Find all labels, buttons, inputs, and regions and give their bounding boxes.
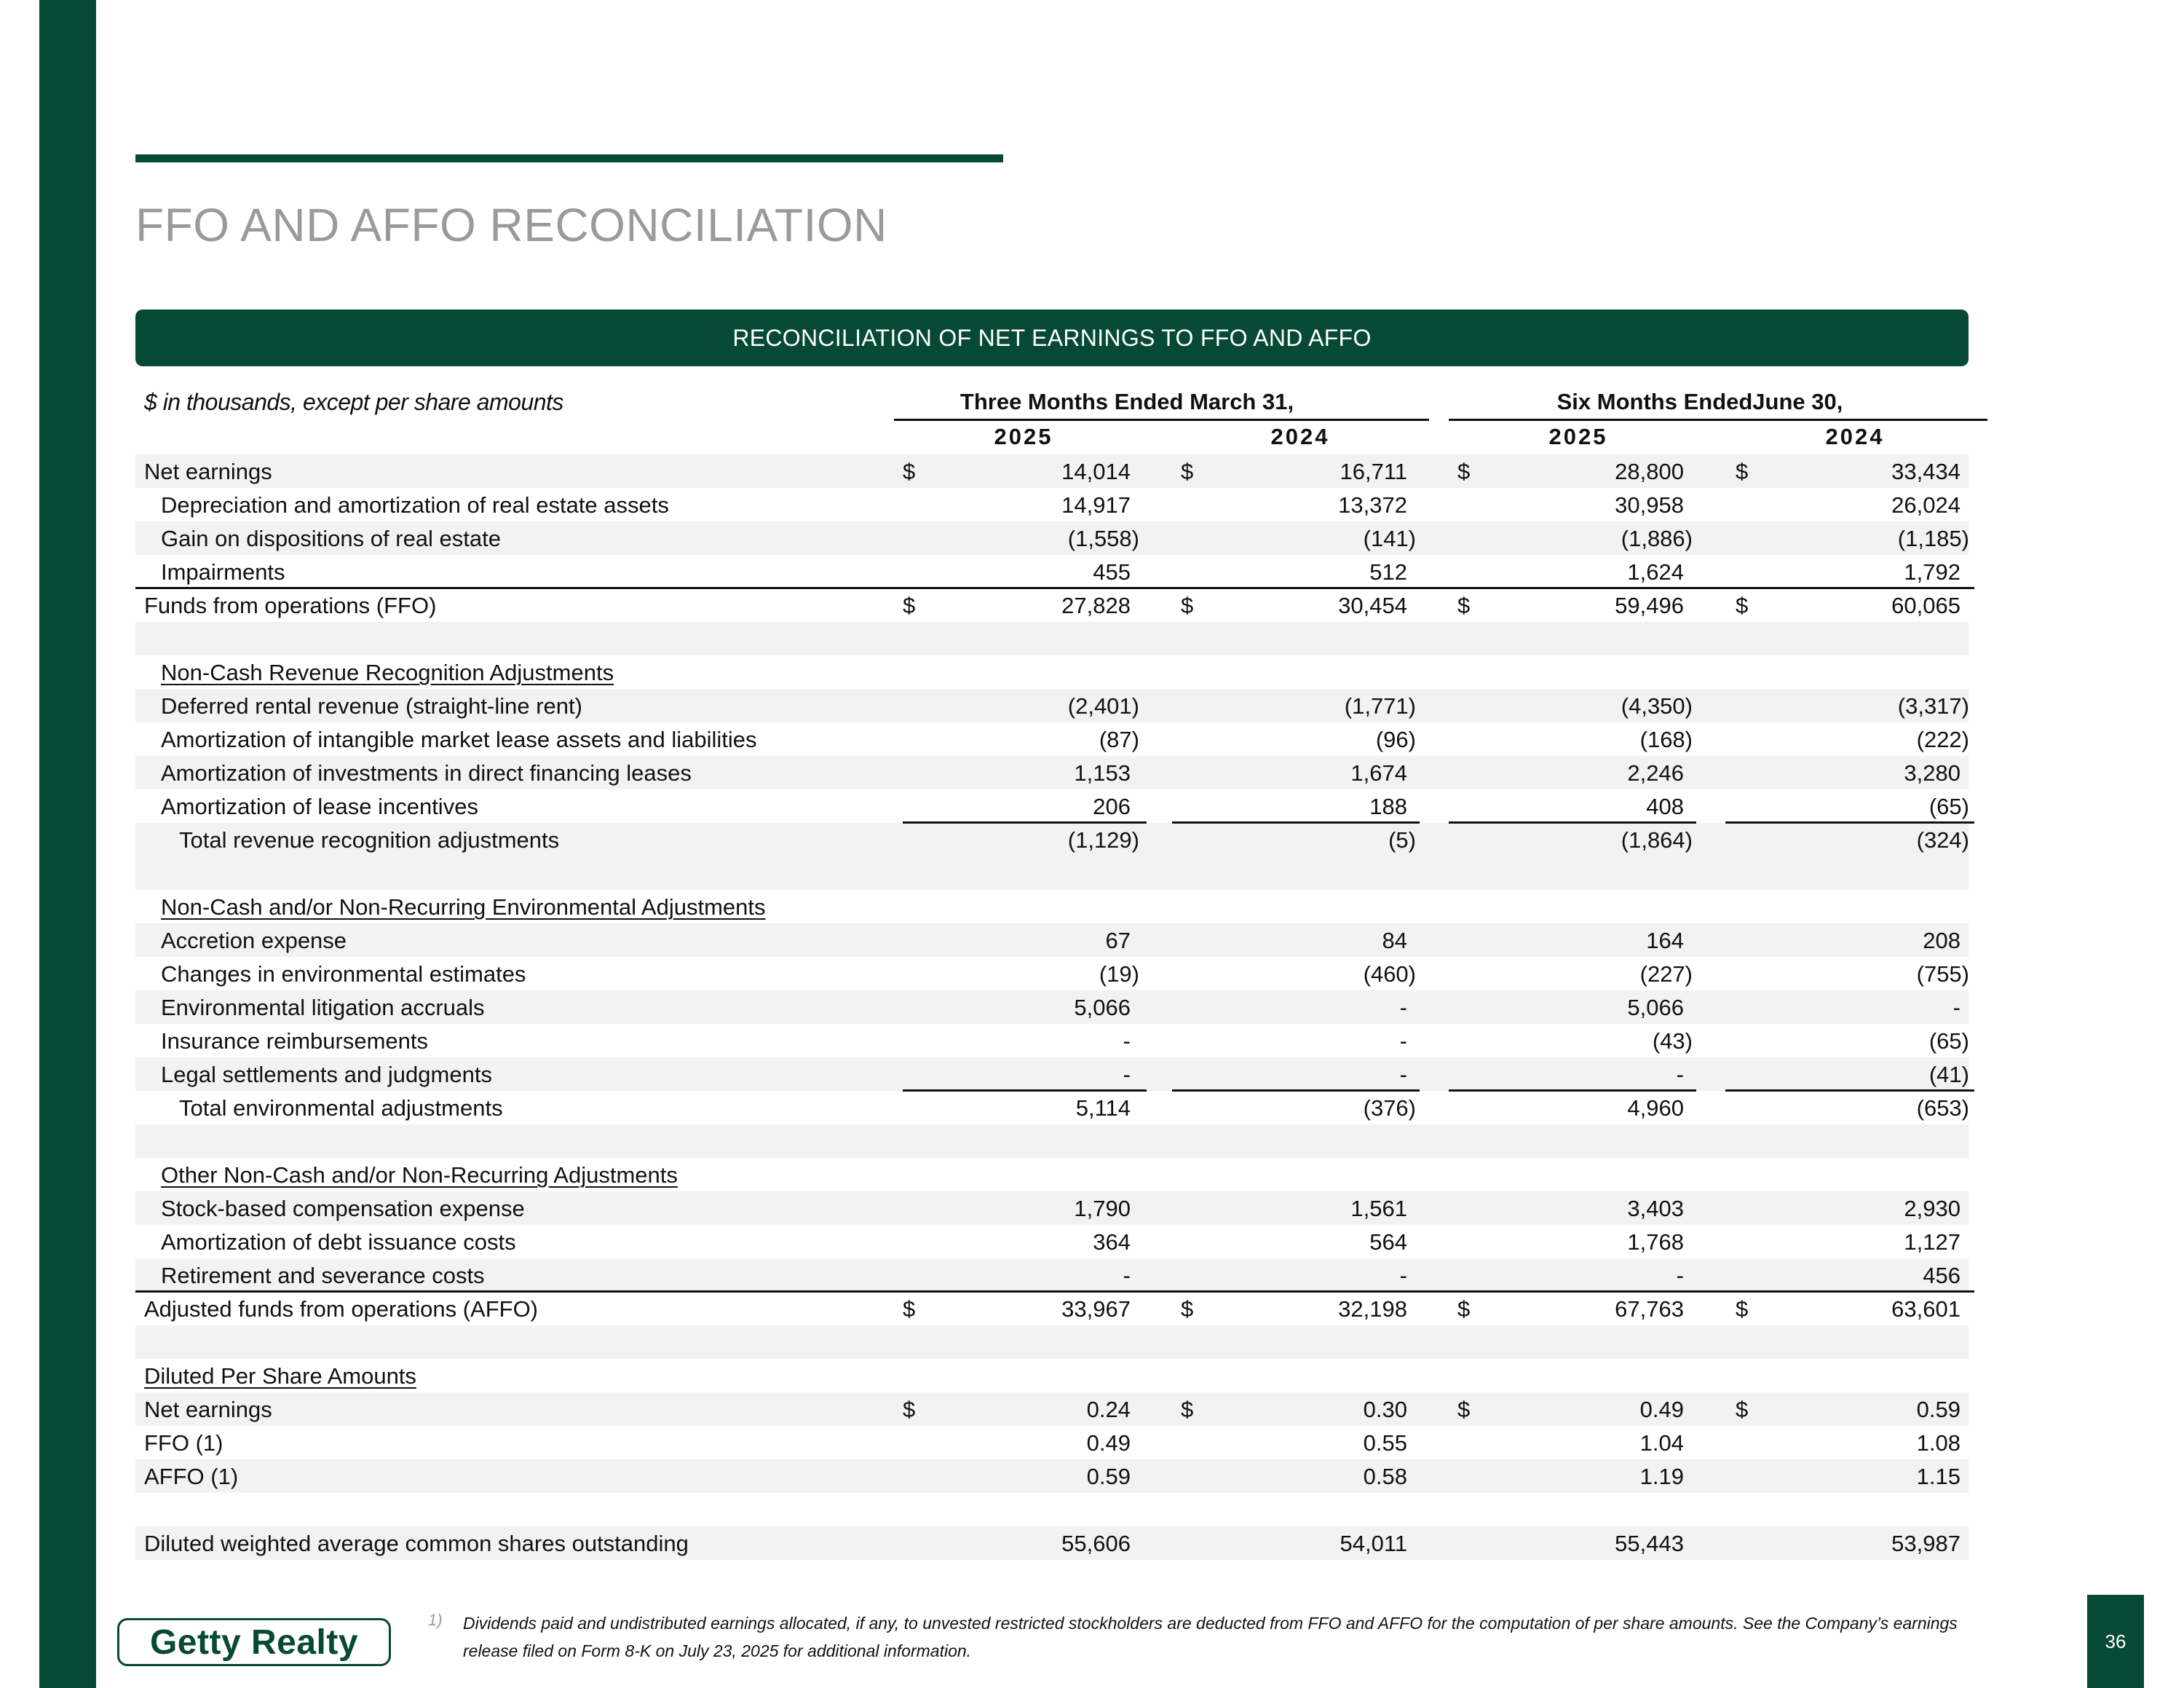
currency-symbol: $	[1457, 459, 1471, 484]
value-cell: 4,960	[1627, 1095, 1684, 1121]
value-cell: (376)	[1363, 1095, 1416, 1121]
value-cell: 1,792	[1904, 559, 1961, 585]
value-cell: -	[1676, 1263, 1684, 1288]
value-cell: 1,561	[1350, 1196, 1407, 1221]
table-row	[135, 454, 1969, 488]
value-cell: 1,790	[1074, 1196, 1131, 1221]
currency-symbol: $	[1736, 1296, 1749, 1322]
value-cell: 188	[1369, 794, 1407, 819]
table-row	[135, 823, 1969, 856]
value-cell: 55,443	[1615, 1531, 1684, 1556]
value-cell: (4,350)	[1621, 693, 1693, 719]
value-cell: (755)	[1916, 961, 1969, 987]
value-cell: 32,198	[1338, 1296, 1407, 1322]
value-cell: (41)	[1928, 1062, 1969, 1087]
row-label: Total revenue recognition adjustments	[179, 827, 560, 853]
value-cell: (19)	[1099, 961, 1139, 987]
row-label: Retirement and severance costs	[161, 1263, 485, 1288]
section-heading: Non-Cash Revenue Recognition Adjustments	[161, 660, 614, 685]
subtotal-rule	[903, 1089, 1147, 1092]
value-cell: 3,280	[1904, 760, 1961, 786]
value-cell: 1.15	[1916, 1464, 1961, 1489]
value-cell: (3,317)	[1897, 693, 1969, 719]
section-heading: Diluted Per Share Amounts	[144, 1363, 416, 1389]
table-row	[135, 890, 1969, 923]
value-cell: 0.49	[1639, 1397, 1684, 1422]
value-cell: -	[1123, 1263, 1131, 1288]
footnote: Dividends paid and undistributed earnings allocated, if any, to unvested restricted stockholders are deducted from FFO and AFFO for the computation of per share amounts. See the Company’s earnings release filed on Form 8-K on July 23, 2025 for additional information.	[463, 1614, 1958, 1660]
table-spacer-row	[135, 856, 1969, 890]
currency-symbol: $	[1736, 1397, 1749, 1422]
value-cell: 455	[1093, 559, 1131, 585]
value-cell: (324)	[1916, 827, 1969, 853]
value-cell: (2,401)	[1067, 693, 1139, 719]
value-cell: (43)	[1652, 1028, 1693, 1054]
table-row	[135, 957, 1969, 990]
row-label: Diluted weighted average common shares outstanding	[144, 1531, 689, 1556]
value-cell: 208	[1923, 928, 1961, 953]
value-cell: 14,917	[1061, 492, 1131, 518]
table-row	[135, 655, 1969, 689]
value-cell: 60,065	[1891, 593, 1961, 618]
value-cell: (1,886)	[1621, 526, 1693, 551]
table-row	[135, 521, 1969, 555]
table-row	[135, 1459, 1969, 1493]
row-label: Legal settlements and judgments	[161, 1062, 492, 1087]
value-cell: 30,958	[1615, 492, 1684, 518]
table-banner: RECONCILIATION OF NET EARNINGS TO FFO AND AFFO	[135, 309, 1969, 366]
value-cell: 16,711	[1340, 459, 1407, 484]
row-label: FFO (1)	[144, 1430, 223, 1456]
currency-symbol: $	[1181, 593, 1194, 618]
value-cell: 1.19	[1639, 1464, 1684, 1489]
value-cell: (1,185)	[1897, 526, 1969, 551]
value-cell: -	[1676, 1062, 1684, 1087]
value-cell: 59,496	[1615, 593, 1684, 618]
value-cell: -	[1952, 995, 1961, 1020]
table-row	[135, 689, 1969, 722]
subtotal-rule	[1449, 1089, 1696, 1092]
row-label: Net earnings	[144, 1397, 272, 1422]
table-row	[135, 1225, 1969, 1258]
value-cell: 0.30	[1363, 1397, 1407, 1422]
value-cell: 5,066	[1074, 995, 1131, 1020]
value-cell: (1,771)	[1344, 693, 1416, 719]
value-cell: 67	[1105, 928, 1131, 953]
subtotal-rule	[1725, 1089, 1974, 1092]
value-cell: 0.55	[1363, 1430, 1407, 1456]
value-cell: 0.59	[1916, 1397, 1961, 1422]
value-cell: 1,127	[1904, 1229, 1961, 1255]
row-label: Environmental litigation accruals	[161, 995, 485, 1020]
subtotal-rule	[1725, 821, 1974, 824]
currency-symbol: $	[1181, 1296, 1194, 1322]
year-header: 2024	[1270, 424, 1330, 449]
row-label: Funds from operations (FFO)	[144, 593, 437, 618]
value-cell: 63,601	[1891, 1296, 1961, 1322]
value-cell: 55,606	[1061, 1531, 1131, 1556]
value-cell: 1,153	[1074, 760, 1131, 786]
subtotal-rule	[1172, 1089, 1420, 1092]
subtotal-rule	[1172, 821, 1420, 824]
value-cell: (222)	[1916, 727, 1969, 752]
currency-symbol: $	[1457, 1296, 1471, 1322]
year-header: 2025	[1548, 424, 1608, 449]
value-cell: 1.08	[1916, 1430, 1961, 1456]
value-cell: 2,930	[1904, 1196, 1961, 1221]
row-label: Depreciation and amortization of real estate assets	[161, 492, 669, 518]
subtotal-rule	[903, 821, 1147, 824]
currency-symbol: $	[1181, 1397, 1194, 1422]
value-cell: 206	[1093, 794, 1131, 819]
table-row	[135, 1191, 1969, 1225]
value-cell: 0.59	[1086, 1464, 1131, 1489]
row-label: Total environmental adjustments	[179, 1095, 503, 1121]
value-cell: 0.58	[1363, 1464, 1407, 1489]
value-cell: -	[1123, 1062, 1131, 1087]
value-cell: 54,011	[1340, 1531, 1407, 1556]
value-cell: (1,864)	[1621, 827, 1693, 853]
value-cell: 13,372	[1338, 492, 1407, 518]
value-cell: 3,403	[1627, 1196, 1684, 1221]
units-note: $ in thousands, except per share amounts	[144, 389, 563, 415]
year-header: 2025	[994, 424, 1053, 449]
currency-symbol: $	[1181, 459, 1194, 484]
table-row	[135, 756, 1969, 789]
section-heading: Other Non-Cash and/or Non-Recurring Adjustments	[161, 1162, 678, 1188]
table-spacer-row	[135, 1325, 1969, 1359]
value-cell: (1,129)	[1067, 827, 1139, 853]
value-cell: -	[1399, 1263, 1407, 1288]
value-cell: (460)	[1363, 961, 1416, 987]
row-label: Impairments	[161, 559, 285, 585]
left-accent-bar	[39, 0, 96, 1688]
total-rule	[135, 587, 1974, 589]
value-cell: (141)	[1363, 526, 1416, 551]
table-row	[135, 1526, 1969, 1560]
table-row	[135, 722, 1969, 756]
currency-symbol: $	[1457, 593, 1471, 618]
table-spacer-row	[135, 1124, 1969, 1158]
value-cell: (65)	[1928, 794, 1969, 819]
value-cell: -	[1123, 1028, 1131, 1054]
footnote-marker: 1)	[428, 1611, 443, 1629]
value-cell: 5,114	[1075, 1095, 1131, 1121]
value-cell: (168)	[1639, 727, 1693, 752]
row-label: AFFO (1)	[144, 1464, 239, 1489]
table-row	[135, 1292, 1969, 1325]
value-cell: 2,246	[1627, 760, 1684, 786]
table-row	[135, 1024, 1969, 1057]
page-number: 36	[2087, 1595, 2144, 1688]
value-cell: -	[1399, 1062, 1407, 1087]
value-cell: (65)	[1928, 1028, 1969, 1054]
value-cell: (96)	[1375, 727, 1416, 752]
value-cell: (1,558)	[1067, 526, 1139, 551]
value-cell: 0.24	[1086, 1397, 1131, 1422]
subtotal-rule	[1449, 821, 1696, 824]
value-cell: 1,768	[1627, 1229, 1684, 1255]
value-cell: 5,066	[1627, 995, 1684, 1020]
value-cell: (227)	[1639, 961, 1693, 987]
table-row	[135, 1359, 1969, 1392]
row-label: Gain on dispositions of real estate	[161, 526, 501, 551]
table-row	[135, 1426, 1969, 1459]
currency-symbol: $	[1457, 1397, 1471, 1422]
value-cell: 33,967	[1061, 1296, 1131, 1322]
row-label: Accretion expense	[161, 928, 347, 953]
company-logo: Getty Realty	[117, 1618, 391, 1666]
value-cell: 408	[1646, 794, 1684, 819]
value-cell: 564	[1369, 1229, 1407, 1255]
column-group-rule	[894, 419, 1429, 421]
column-group-rule	[1449, 419, 1987, 421]
currency-symbol: $	[1736, 459, 1749, 484]
value-cell: 364	[1093, 1229, 1131, 1255]
value-cell: (653)	[1916, 1095, 1969, 1121]
currency-symbol: $	[903, 1296, 916, 1322]
table-row	[135, 923, 1969, 957]
value-cell: 33,434	[1891, 459, 1961, 484]
value-cell: 14,014	[1061, 459, 1131, 484]
column-group-six-months: Six Months EndedJune 30,	[1556, 389, 1843, 414]
table-row	[135, 1258, 1969, 1292]
title-rule	[135, 154, 1003, 162]
page-title: FFO AND AFFO RECONCILIATION	[135, 199, 887, 251]
table-row	[135, 1392, 1969, 1426]
value-cell: 456	[1923, 1263, 1961, 1288]
value-cell: -	[1399, 995, 1407, 1020]
row-label: Insurance reimbursements	[161, 1028, 428, 1054]
value-cell: 27,828	[1061, 593, 1131, 618]
table-spacer-row	[135, 1493, 1969, 1526]
table-spacer-row	[135, 622, 1969, 655]
table-row	[135, 990, 1969, 1024]
section-heading: Non-Cash and/or Non-Recurring Environmental Adjustments	[161, 894, 766, 920]
row-label: Stock-based compensation expense	[161, 1196, 525, 1221]
value-cell: (87)	[1099, 727, 1139, 752]
value-cell: 1,624	[1627, 559, 1684, 585]
table-row	[135, 588, 1969, 622]
value-cell: 30,454	[1338, 593, 1407, 618]
table-row	[135, 555, 1969, 588]
total-rule	[135, 1290, 1974, 1293]
row-label: Amortization of intangible market lease assets and liabilities	[161, 727, 757, 752]
table-row	[135, 1158, 1969, 1191]
value-cell: 1,674	[1350, 760, 1407, 786]
currency-symbol: $	[903, 593, 916, 618]
value-cell: 512	[1369, 559, 1407, 585]
table-row	[135, 1091, 1969, 1124]
row-label: Changes in environmental estimates	[161, 961, 526, 987]
row-label: Deferred rental revenue (straight-line rent)	[161, 693, 582, 719]
value-cell: 28,800	[1615, 459, 1684, 484]
value-cell: 1.04	[1639, 1430, 1684, 1456]
row-label: Amortization of lease incentives	[161, 794, 478, 819]
currency-symbol: $	[903, 1397, 916, 1422]
value-cell: 67,763	[1615, 1296, 1684, 1322]
row-label: Amortization of debt issuance costs	[161, 1229, 516, 1255]
value-cell: 53,987	[1891, 1531, 1961, 1556]
value-cell: 164	[1646, 928, 1684, 953]
currency-symbol: $	[903, 459, 916, 484]
table-row	[135, 488, 1969, 521]
value-cell: (5)	[1388, 827, 1416, 853]
value-cell: 0.49	[1086, 1430, 1131, 1456]
column-group-three-months: Three Months Ended March 31,	[960, 389, 1294, 414]
table-row	[135, 1057, 1969, 1091]
value-cell: 26,024	[1891, 492, 1961, 518]
year-header: 2024	[1825, 424, 1885, 449]
row-label: Net earnings	[144, 459, 272, 484]
row-label: Amortization of investments in direct financing leases	[161, 760, 692, 786]
table-row	[135, 789, 1969, 823]
value-cell: 84	[1382, 928, 1407, 953]
value-cell: -	[1399, 1028, 1407, 1054]
row-label: Adjusted funds from operations (AFFO)	[144, 1296, 539, 1322]
currency-symbol: $	[1736, 593, 1749, 618]
